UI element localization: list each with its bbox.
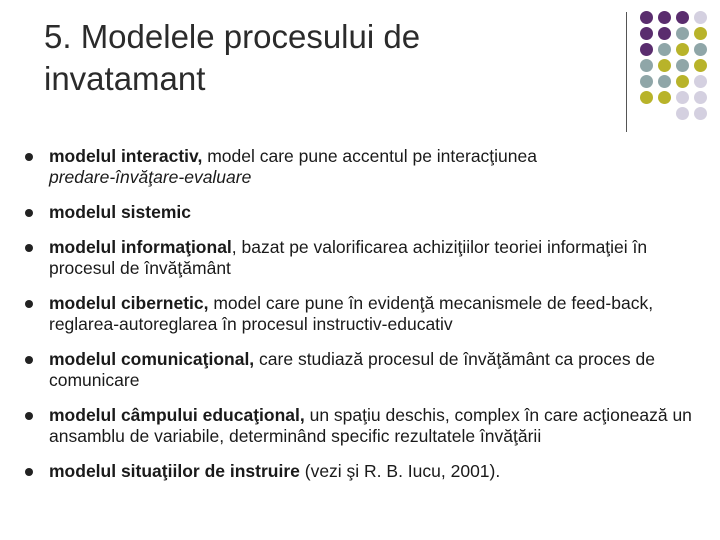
bullet-icon xyxy=(25,356,33,364)
bullet-icon xyxy=(25,209,33,217)
item-text: model care pune în evidenţă mecanismele de feed-back, reglarea-autoreglarea în procesul instructiv-educativ xyxy=(49,293,654,334)
dot xyxy=(676,91,689,104)
dot xyxy=(694,59,707,72)
dot xyxy=(658,43,671,56)
dot xyxy=(658,27,671,40)
dot xyxy=(676,27,689,40)
item-text: , bazat pe valorificarea achiziţiilor teoriei informaţiei în procesul de învăţământ xyxy=(49,237,648,278)
list-item xyxy=(22,349,702,391)
item-text: (vezi şi R. B. Iucu, 2001). xyxy=(299,461,501,481)
bullet-icon xyxy=(25,468,33,476)
list-item xyxy=(22,237,702,279)
dot xyxy=(640,43,653,56)
item-term: modelul informaţional xyxy=(49,237,232,257)
item-text: un spaţiu deschis, complex în care acţionează un ansamblu de variabile, determinând specific rezultatele învăţării xyxy=(49,405,692,446)
item-term: modelul sistemic xyxy=(49,202,191,222)
list-item xyxy=(22,293,702,335)
title-line-2: invatamant xyxy=(44,60,206,97)
slide-title xyxy=(44,16,604,100)
dot xyxy=(694,75,707,88)
dot xyxy=(694,11,707,24)
list-item xyxy=(22,202,702,223)
item-term: modelul situaţiilor de instruire xyxy=(49,461,300,481)
item-term: modelul câmpului educaţional, xyxy=(49,405,305,425)
dot xyxy=(676,59,689,72)
dot xyxy=(640,27,653,40)
models-list xyxy=(22,146,702,492)
bullet-icon xyxy=(25,153,33,161)
item-text: model care pune accentul pe interacţiunea xyxy=(202,146,537,166)
dot xyxy=(640,91,653,104)
dot xyxy=(676,107,689,120)
bullet-icon xyxy=(25,300,33,308)
dot xyxy=(658,75,671,88)
decorative-dot-grid xyxy=(638,11,714,121)
item-term: modelul cibernetic, xyxy=(49,293,209,313)
dot xyxy=(640,11,653,24)
dot xyxy=(658,59,671,72)
list-item xyxy=(22,405,702,447)
dot xyxy=(694,43,707,56)
title-line-1: 5. Modelele procesului de xyxy=(44,18,421,55)
item-term: modelul comunicaţional, xyxy=(49,349,255,369)
dot xyxy=(694,27,707,40)
dot xyxy=(640,59,653,72)
dot xyxy=(694,107,707,120)
item-term: modelul interactiv, xyxy=(49,146,203,166)
dot xyxy=(676,43,689,56)
item-italic: predare-învăţare-evaluare xyxy=(49,167,252,187)
bullet-icon xyxy=(25,412,33,420)
dot xyxy=(658,91,671,104)
list-item xyxy=(22,461,702,482)
dot xyxy=(676,75,689,88)
decorative-divider xyxy=(626,12,627,132)
dot xyxy=(676,11,689,24)
dot xyxy=(658,11,671,24)
dot xyxy=(694,91,707,104)
bullet-icon xyxy=(25,244,33,252)
list-item xyxy=(22,146,702,188)
dot xyxy=(640,75,653,88)
item-text: care studiază procesul de învăţământ ca proces de comunicare xyxy=(49,349,655,390)
